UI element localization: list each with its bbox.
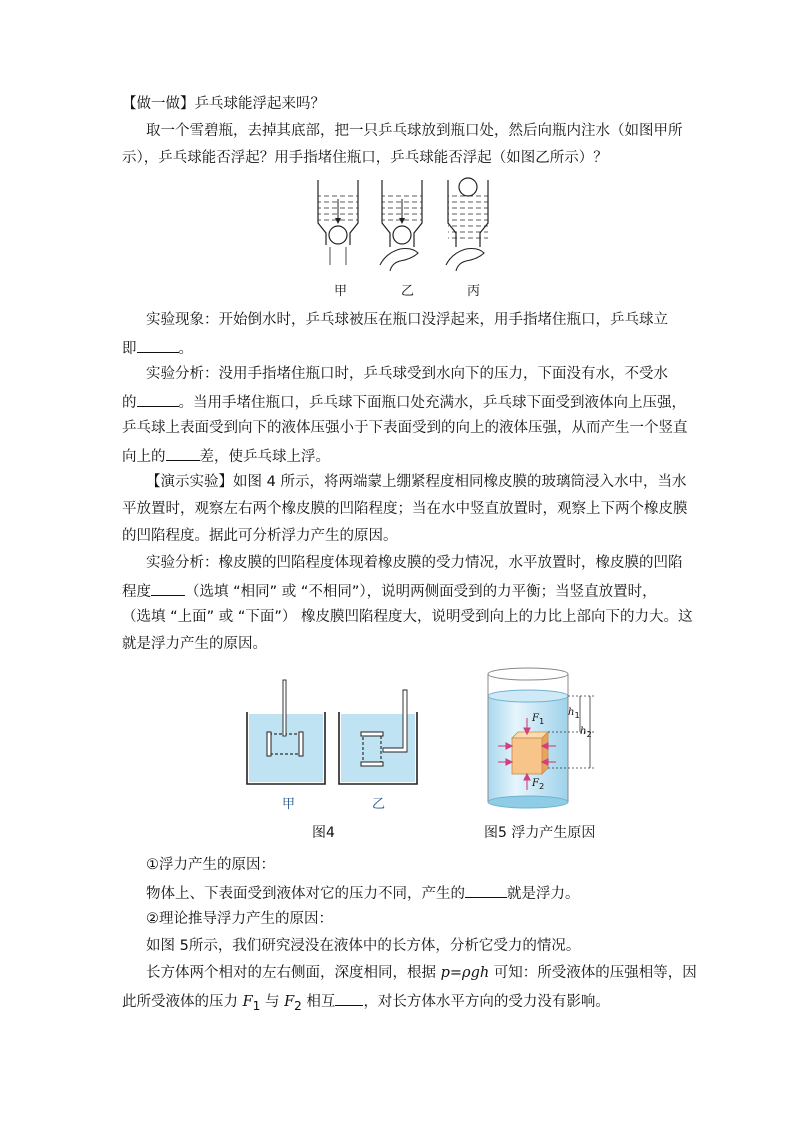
heading-derivation: ②理论推导浮力产生的原因： — [146, 911, 333, 927]
label-f2 — [532, 778, 544, 791]
text-sides-c: 此所受液体的压力 — [122, 994, 243, 1010]
label-h2 — [580, 726, 592, 739]
text-analysis2-2: （选填 “相同” 或 “不相同”），说明两侧面受到的力平衡；当竖直放置时， — [185, 584, 657, 600]
paragraph-procedure-2: 示），乒乓球能否浮起？用手指堵住瓶口，乒乓球能否浮起（如图乙所示）？ — [122, 150, 608, 166]
paragraph-phenomenon-2 — [122, 338, 682, 358]
paragraph-demo-1: 【演示实验】如图 4 所示，将两端蒙上绷紧程度相同橡皮膜的玻璃筒浸入水中，当水 — [146, 474, 687, 490]
figure-4-caption: 图4 — [312, 825, 335, 841]
var-f1: F — [242, 994, 253, 1010]
text-xianghu: 相互 — [301, 994, 336, 1010]
figure-5-caption: 图5 浮力产生原因 — [484, 825, 596, 841]
var-f1-sub: 1 — [252, 998, 261, 1013]
text-cause-a: 物体上、下表面受到液体对它的压力不同，产生的 — [146, 886, 465, 902]
text-yu: 与 — [260, 994, 285, 1010]
activity-heading — [122, 95, 682, 113]
paragraph-procedure-1: 取一个雪碧瓶，去掉其底部，把一只乒乓球放到瓶口处，然后向瓶内注水（如图甲所 — [146, 123, 683, 139]
beaker-label-jia: 甲 — [282, 797, 296, 812]
bottle-label-yi: 乙 — [401, 284, 415, 299]
label-h2-var: h — [580, 726, 587, 737]
paragraph-sides-1 — [146, 964, 706, 982]
paragraph-derivation: 如图 5所示，我们研究浸没在液体中的长方体，分析它受力的情况。 — [146, 938, 581, 954]
bottle-yi — [380, 180, 422, 271]
bottle-jia — [318, 180, 358, 265]
label-h1 — [568, 707, 580, 720]
bottle-figure — [300, 175, 500, 295]
text-xiangshang: 向上的 — [122, 449, 166, 465]
paragraph-analysis2-2 — [122, 581, 682, 601]
paragraph-analysis-3: 乒乓球上表面受到向下的液体压强小于下表面受到的向上的液体压强，从而产生一个竖直 — [122, 420, 688, 436]
paragraph-analysis-2 — [122, 392, 686, 412]
activity-tag: 【做一做】 — [122, 96, 195, 112]
bottle-label-jia: 甲 — [334, 284, 348, 299]
paragraph-demo-3: 的凹陷程度。据此可分析浮力产生的原因。 — [122, 528, 398, 544]
answer-blank[interactable] — [335, 991, 363, 1006]
label-h2-sub: 2 — [586, 729, 592, 739]
bottle-label-bing: 丙 — [467, 284, 481, 299]
formula-pressure: p=ρgh — [440, 965, 490, 981]
text-cause-b: 就是浮力。 — [507, 886, 580, 902]
label-f2-sub: 2 — [538, 781, 545, 791]
label-f1 — [532, 713, 544, 726]
figure-5 — [484, 664, 614, 814]
answer-blank[interactable] — [465, 883, 507, 898]
paragraph-analysis2-3: （选填 “上面” 或 “下面”） 橡皮膜凹陷程度大，说明受到向上的力比上部向下的力大。这 — [122, 609, 693, 625]
beaker-label-yi: 乙 — [372, 797, 386, 812]
label-h1-var: h — [568, 707, 575, 718]
var-f2-sub: 2 — [294, 998, 302, 1013]
activity-question: 乒乓球能浮起来吗？ — [194, 96, 325, 112]
paragraph-analysis-1: 实验分析：没用手指堵住瓶口时，乒乓球受到水向下的压力，下面没有水，不受水 — [146, 366, 668, 382]
paragraph-cause — [146, 883, 706, 903]
label-f2-var: F — [532, 778, 539, 789]
text-sides-a: 长方体两个相对的左右侧面，深度相同，根据 — [146, 965, 441, 981]
var-f2: F — [284, 994, 295, 1010]
label-f1-sub: 1 — [538, 716, 545, 726]
paragraph-analysis2-1: 实验分析：橡皮膜的凹陷程度体现着橡皮膜的受力情况，水平放置时，橡皮膜的凹陷 — [146, 555, 683, 571]
text-period: 。 — [178, 341, 193, 357]
cube — [512, 732, 548, 774]
paragraph-analysis-4 — [122, 446, 682, 466]
paragraph-sides-2 — [122, 991, 682, 1015]
text-ji: 即 — [122, 341, 137, 357]
figure-4 — [245, 668, 425, 798]
beaker-yi — [339, 690, 417, 784]
text-sides-b: 可知：所受液体的压强相等，因 — [489, 965, 697, 981]
text-de: 的 — [122, 395, 137, 411]
answer-blank[interactable] — [137, 392, 179, 407]
text-analysis-2: 。当用手堵住瓶口，乒乓球下面瓶口处充满水，乒乓球下面受到液体向上压强， — [178, 395, 686, 411]
answer-blank[interactable] — [137, 338, 179, 353]
paragraph-demo-2: 平放置时，观察左右两个橡皮膜的凹陷程度；当在水中竖直放置时，观察上下两个橡皮膜 — [122, 501, 688, 517]
text-chengdu: 程度 — [122, 584, 151, 600]
label-f1-var: F — [532, 713, 539, 724]
bottle-bing — [446, 178, 488, 271]
text-sides-d: ，对长方体水平方向的受力没有影响。 — [363, 994, 610, 1010]
paragraph-phenomenon-1: 实验现象：开始倒水时，乒乓球被压在瓶口没浮起来，用手指堵住瓶口，乒乓球立 — [146, 312, 668, 328]
beaker-jia — [247, 680, 325, 784]
heading-cause: ①浮力产生的原因： — [146, 857, 275, 873]
label-h1-sub: 1 — [574, 710, 580, 720]
text-analysis-4: 差，使乒乓球上浮。 — [199, 449, 330, 465]
answer-blank[interactable] — [151, 581, 185, 596]
paragraph-analysis2-4: 就是浮力产生的原因。 — [122, 636, 267, 652]
answer-blank[interactable] — [166, 446, 200, 461]
